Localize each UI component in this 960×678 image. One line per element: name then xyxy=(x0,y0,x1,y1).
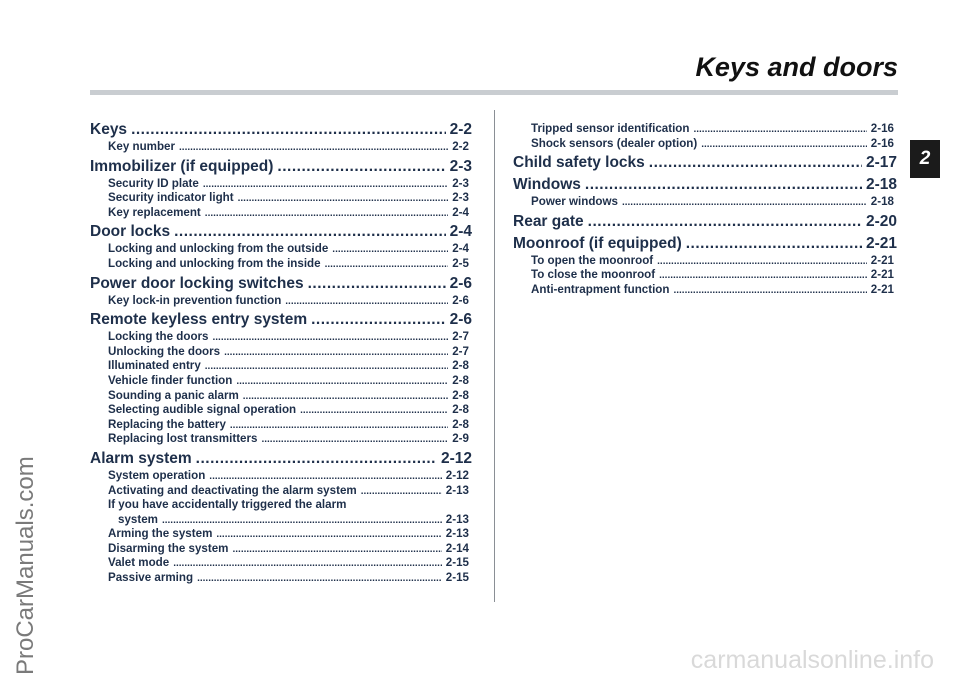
toc-leader-dots xyxy=(131,121,446,139)
toc-page-number: 2-17 xyxy=(865,154,897,172)
toc-subsection-entry[interactable] xyxy=(90,345,472,360)
toc-page-number: 2-13 xyxy=(445,512,469,526)
toc-page-number: 2-8 xyxy=(452,417,469,431)
toc-subsection-entry[interactable] xyxy=(90,513,472,528)
toc-leader-dots xyxy=(649,154,862,172)
toc-page-number: 2-2 xyxy=(452,140,469,153)
toc-entry-title: Moonroof (if equipped) xyxy=(513,234,682,252)
toc-left-column xyxy=(90,118,472,586)
toc-subsection-entry[interactable] xyxy=(90,330,472,345)
toc-leader-dots xyxy=(311,311,445,329)
toc-entry-title: Selecting audible signal operation xyxy=(108,403,297,417)
toc-leader-dots xyxy=(300,405,448,416)
toc-entry-title: To close the moonroof xyxy=(531,268,656,282)
toc-leader-dots xyxy=(209,471,441,482)
toc-entry-title: Locking the doors xyxy=(108,330,209,344)
toc-entry-title: system xyxy=(118,512,158,526)
toc-leader-dots xyxy=(332,244,448,255)
toc-entry-title: Arming the system xyxy=(108,527,213,541)
toc-subsection-entry[interactable] xyxy=(90,418,472,433)
toc-subsection-entry[interactable] xyxy=(90,242,472,257)
toc-entry-title: Door locks xyxy=(90,223,171,241)
toc-leader-dots xyxy=(243,391,448,402)
toc-entry-title: Locking and unlocking from the inside xyxy=(108,256,321,270)
toc-entry-title: Key lock-in prevention function xyxy=(108,293,282,307)
toc-leader-dots xyxy=(277,158,445,176)
toc-page-number: 2-15 xyxy=(445,571,469,585)
toc-subsection-entry[interactable] xyxy=(90,389,472,404)
toc-section-entry[interactable] xyxy=(90,311,472,330)
toc-leader-dots xyxy=(203,179,448,190)
toc-subsection-entry[interactable] xyxy=(90,191,472,206)
toc-subsection-entry[interactable] xyxy=(90,571,472,586)
toc-subsection-entry[interactable] xyxy=(90,556,472,571)
toc-entry-title: Key replacement xyxy=(108,205,201,219)
toc-page-number: 2-18 xyxy=(870,195,894,209)
toc-page-number: 2-8 xyxy=(452,373,469,387)
toc-entry-title: Security ID plate xyxy=(108,176,199,190)
toc-leader-dots xyxy=(236,376,448,387)
toc-leader-dots xyxy=(174,223,445,241)
toc-page-number: 2-12 xyxy=(440,449,472,467)
toc-subsection-entry[interactable] xyxy=(513,122,897,137)
toc-page-number: 2-21 xyxy=(870,268,894,282)
toc-page-number: 2-8 xyxy=(452,403,469,417)
toc-entry-title: Security indicator light xyxy=(108,191,234,205)
toc-entry-title: Key number xyxy=(108,140,176,153)
toc-leader-dots xyxy=(173,558,442,569)
toc-page-number: 2-2 xyxy=(449,121,472,138)
toc-page-number: 2-7 xyxy=(452,344,469,358)
toc-subsection-entry[interactable] xyxy=(90,294,472,309)
toc-subsection-entry[interactable] xyxy=(513,137,897,152)
toc-page-number: 2-8 xyxy=(452,359,469,373)
toc-entry-title: To open the moonroof xyxy=(531,253,654,267)
toc-entry-title: Sounding a panic alarm xyxy=(108,388,239,402)
toc-page-number: 2-12 xyxy=(445,468,469,482)
toc-right-column xyxy=(513,122,897,298)
toc-subsection-entry[interactable] xyxy=(513,195,897,210)
toc-leader-dots xyxy=(197,573,442,584)
toc-subsection-entry[interactable] xyxy=(90,206,472,221)
toc-subsection-entry[interactable] xyxy=(90,469,472,484)
toc-entry-title: Remote keyless entry system xyxy=(90,311,308,329)
toc-entry-title: Alarm system xyxy=(90,449,192,467)
toc-leader-dots xyxy=(205,361,448,372)
toc-entry-title: Disarming the system xyxy=(108,541,229,555)
toc-page-number: 2-16 xyxy=(870,136,894,150)
toc-entry-title: Illuminated entry xyxy=(108,359,201,373)
toc-subsection-entry[interactable] xyxy=(90,257,472,272)
toc-page-number: 2-6 xyxy=(449,311,472,329)
toc-leader-dots xyxy=(196,450,437,468)
toc-section-entry[interactable] xyxy=(513,154,897,173)
toc-leader-dots xyxy=(205,208,448,219)
toc-section-entry[interactable] xyxy=(513,213,897,232)
toc-entry-title: Child safety locks xyxy=(513,154,645,172)
toc-entry-title[interactable]: If you have accidentally triggered the alarm xyxy=(108,498,347,512)
toc-leader-dots xyxy=(659,270,867,281)
toc-leader-dots xyxy=(179,142,448,153)
toc-entry-title: Power door locking switches xyxy=(90,274,304,292)
toc-subsection-entry[interactable] xyxy=(513,283,897,298)
toc-subsection-entry[interactable] xyxy=(513,268,897,283)
toc-leader-dots xyxy=(585,176,862,194)
toc-page-number: 2-14 xyxy=(445,541,469,555)
toc-leader-dots xyxy=(162,515,442,526)
toc-subsection-entry[interactable] xyxy=(90,177,472,192)
toc-subsection-entry[interactable] xyxy=(90,484,472,499)
toc-page-number: 2-18 xyxy=(865,176,897,194)
toc-leader-dots xyxy=(233,544,442,555)
toc-section-entry[interactable] xyxy=(90,275,472,294)
toc-page-number: 2-16 xyxy=(870,122,894,135)
toc-page-number: 2-13 xyxy=(445,527,469,541)
toc-page-number: 2-21 xyxy=(865,234,897,252)
toc-entry-title: Replacing lost transmitters xyxy=(108,432,258,446)
toc-page-number: 2-9 xyxy=(452,432,469,446)
toc-entry-title: Anti-entrapment function xyxy=(531,282,670,296)
toc-page-number: 2-8 xyxy=(452,388,469,402)
toc-leader-dots xyxy=(224,347,448,358)
toc-page-number: 2-7 xyxy=(452,330,469,344)
toc-subsection-entry[interactable] xyxy=(513,254,897,269)
toc-leader-dots xyxy=(693,124,866,135)
toc-subsection-entry[interactable] xyxy=(90,432,472,447)
toc-leader-dots xyxy=(230,420,448,431)
toc-page-number: 2-3 xyxy=(449,157,472,175)
toc-entry-title: Activating and deactivating the alarm system xyxy=(108,483,357,497)
toc-leader-dots xyxy=(216,529,441,540)
watermark-left: ProCarManuals.com xyxy=(12,456,39,675)
toc-entry-title: System operation xyxy=(108,468,206,482)
toc-page-number: 2-6 xyxy=(449,274,472,292)
toc-leader-dots xyxy=(361,486,442,497)
toc-entry-title: Windows xyxy=(513,176,581,194)
toc-page-number: 2-20 xyxy=(865,212,897,230)
toc-page-number: 2-3 xyxy=(452,191,469,205)
toc-leader-dots xyxy=(673,285,866,296)
toc-section-entry[interactable] xyxy=(90,158,472,177)
toc-leader-dots xyxy=(285,296,448,307)
toc-page-number: 2-21 xyxy=(870,253,894,267)
toc-leader-dots xyxy=(261,434,448,445)
toc-page-number: 2-13 xyxy=(445,483,469,497)
toc-leader-dots xyxy=(622,197,867,208)
chapter-tab[interactable]: 2 xyxy=(910,140,940,178)
toc-entry-title: Tripped sensor identification xyxy=(531,122,690,135)
toc-leader-dots xyxy=(686,235,862,253)
toc-page-number: 2-4 xyxy=(452,242,469,256)
toc-leader-dots xyxy=(212,332,448,343)
toc-page-number: 2-3 xyxy=(452,176,469,190)
toc-leader-dots xyxy=(308,275,446,293)
toc-entry-title: Vehicle finder function xyxy=(108,373,233,387)
toc-section-entry[interactable] xyxy=(513,235,897,254)
toc-leader-dots xyxy=(588,213,862,231)
toc-subsection-entry[interactable] xyxy=(90,527,472,542)
toc-subsection-entry[interactable] xyxy=(90,542,472,557)
column-divider xyxy=(494,110,495,602)
toc-leader-dots xyxy=(657,256,867,267)
toc-page-number: 2-21 xyxy=(870,282,894,296)
header-rule xyxy=(90,90,898,95)
toc-page-number: 2-15 xyxy=(445,556,469,570)
toc-entry-title: Valet mode xyxy=(108,556,170,570)
toc-page-number: 2-6 xyxy=(452,293,469,307)
toc-page-number: 2-4 xyxy=(449,223,472,241)
toc-entry-title: Replacing the battery xyxy=(108,417,226,431)
toc-entry-title: Keys xyxy=(90,121,128,138)
toc-entry-title: Unlocking the doors xyxy=(108,344,221,358)
toc-subsection-entry[interactable] xyxy=(90,140,472,155)
watermark-bottom: carmanualsonline.info xyxy=(690,646,934,674)
toc-subsection-entry[interactable] xyxy=(90,374,472,389)
toc-page-number: 2-4 xyxy=(452,205,469,219)
toc-entry-title: Locking and unlocking from the outside xyxy=(108,242,329,256)
toc-entry-title: Rear gate xyxy=(513,212,584,230)
toc-entry-title: Passive arming xyxy=(108,571,194,585)
toc-leader-dots xyxy=(238,193,449,204)
toc-page-number: 2-5 xyxy=(452,256,469,270)
toc-subsection-entry[interactable] xyxy=(90,403,472,418)
toc-section-entry[interactable] xyxy=(90,121,472,140)
chapter-title: Keys and doors xyxy=(695,52,898,82)
toc-entry-title: Power windows xyxy=(531,195,618,209)
toc-subsection-entry[interactable] xyxy=(90,359,472,374)
toc-leader-dots xyxy=(701,139,867,150)
toc-entry-title: Shock sensors (dealer option) xyxy=(531,136,698,150)
toc-entry-title: Immobilizer (if equipped) xyxy=(90,157,274,175)
toc-section-entry[interactable] xyxy=(90,223,472,242)
toc-leader-dots xyxy=(325,259,449,270)
toc-section-entry[interactable] xyxy=(513,176,897,195)
toc-section-entry[interactable] xyxy=(90,450,472,469)
